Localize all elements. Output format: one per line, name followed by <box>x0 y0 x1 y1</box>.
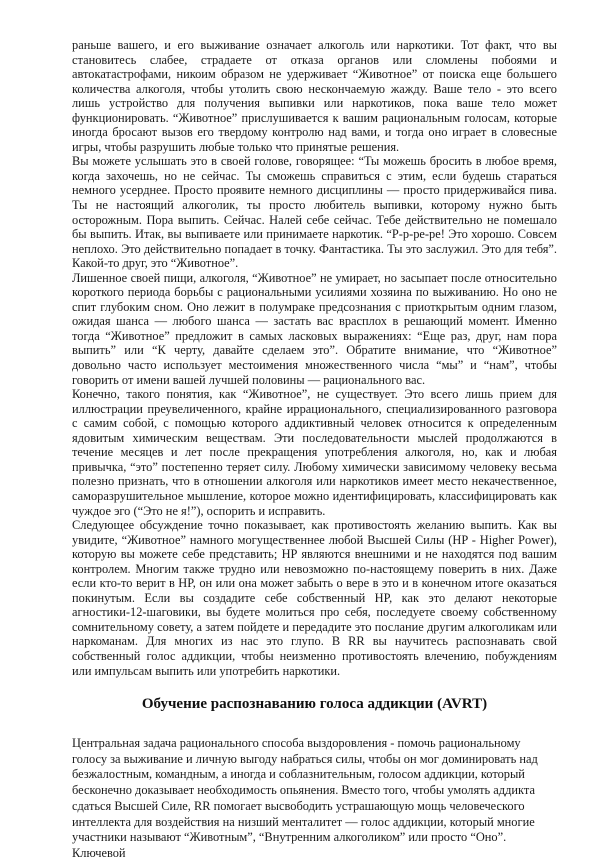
section-heading: Обучение распознаванию голоса аддикции (AVRT) <box>141 696 488 713</box>
paragraph-animal-survival: раньше вашего, и его выживание означает алкоголь или наркотики. Тот факт, что вы становитесь слабее, страдаете от отказа органов или сломлены побоями и автокатастрофами, никоим образом не удерживает “Животное” от поиска еще большего количества алкоголя, чтобы утолить свою нескончаемую жажду. Ваше тело - это всего лишь устройство для получения выпивки или наркотиков, пока ваше тело может функционировать. “Животное” прислушивается к вашим рациональным голосам, которые иногда бросают вызов его твердому контролю над вами, и тогда оно играет в словесные игры, чтобы разрушить любые только что принятые решения. <box>72 38 557 154</box>
paragraph-dormant-animal: Лишенное своей пищи, алкоголя, “Животное” не умирает, но засыпает после относительно короткого периода борьбы с рациональными усилиями хозяина по выживанию. Но оно не спит глубоким сном. Оно лежит в полумраке предсознания с приоткрытым одним глазом, ожидая шанса — любого шанса — застать вас врасплох в решающий момент. Именно тогда “Животное” предложит в самых ласковых выражениях: “Еще раз, друг, нам пора выпить” или “К черту, давайте сделаем это”. Обратите внимание, что “Животное” довольно часто использует местоимения множественного числа “мы” и “нам”, чтобы говорить от имени вашей лучшей половины — рационального вас. <box>72 270 557 387</box>
paragraph-concept-explanation: Конечно, такого понятия, как “Животное”, не существует. Это всего лишь прием для иллюстрации преувеличенного, крайне иррационального, специализированного разговора с самим собой, с помощью которого аддиктивный человек относится к определенным ядовитым химическим веществам. Эти последовательности мыслей продолжаются в течение месяцев и лет после прекращения употребления алкоголя, но, как и любая привычка, “это” постепенно теряет силу. Любому химически зависимому человеку весьма полезно признать, что в отношении алкоголя или наркотиков имеет место некачественное, саморазрушительное мышление, которое можно идентифицировать, классифицировать как чуждое эго (“Это не я!”), оспорить и исправить. <box>72 387 557 518</box>
paragraph-higher-power: Следующее обсуждение точно показывает, как противостоять желанию выпить. Как вы увидите, “Животное” намного могущественнее любой Высшей Силы (HP - Higher Power), которую вы можете себе представить; HP являются внешними и не находятся под вашим контролем. Многим также трудно или невозможно по-настоящему поверить в них. Даже если кто-то верит в HP, он или она может забыть о вере в это и в конечном итоге оказаться покинутым. Если вы создадите себе собственный HP, как это делают некоторые агностики-12-шаговики, вы будете молиться про себя, последуете своему собственному сомнительному совету, а затем пойдете и передадите это послание другим алкоголикам или наркоманам. Для многих из нас это глупо. В RR вы научитесь распознавать свой собственный голос аддикции, чтобы неизменно противостоять влечению, побуждениям или импульсам выпить или употребить наркотики. <box>72 518 557 678</box>
paragraph-inner-voice: Вы можете услышать это в своей голове, говорящее: “Ты можешь бросить в любое время, когда захочешь, но не сейчас. Ты сможешь справиться с этим, если будешь стараться немного усерднее. Просто проявите немного дисциплины — просто придерживайся пива. Ты не настоящий алкоголик, ты просто любитель выпивки, которому нужно быть осторожным. Пора выпить. Сейчас. Налей себе сейчас. Тебе действительно не помешало бы выпить. Итак, вы выпиваете или принимаете наркотик. “Р-р-ре-ре! Это хорошо. Совсем неплохо. Это действительно попадает в точку. Фантастика. Ты это заслужил. Это для тебя”. Какой-то друг, это “Животное”. <box>72 154 557 271</box>
paragraph-avrt-intro: Центральная задача рационального способа выздоровления - помочь рациональному голосу за выживание и личную выгоду набраться силы, чтобы он мог доминировать над безжалостным, командным, а иногда и соблазнительным, голосом аддикции, который бесконечно доказывает необходимость опьянения. Вместо того, чтобы умолять аддикта сдаться Высшей Силе, RR помогает высвободить устрашающую мощь человеческого интеллекта для воздействия на низший менталитет — голос аддикции, который многие участники называют “Животным”, “Внутренним алкоголиком” или просто “Оно”. Ключевой <box>72 736 538 860</box>
document-page <box>72 38 557 862</box>
